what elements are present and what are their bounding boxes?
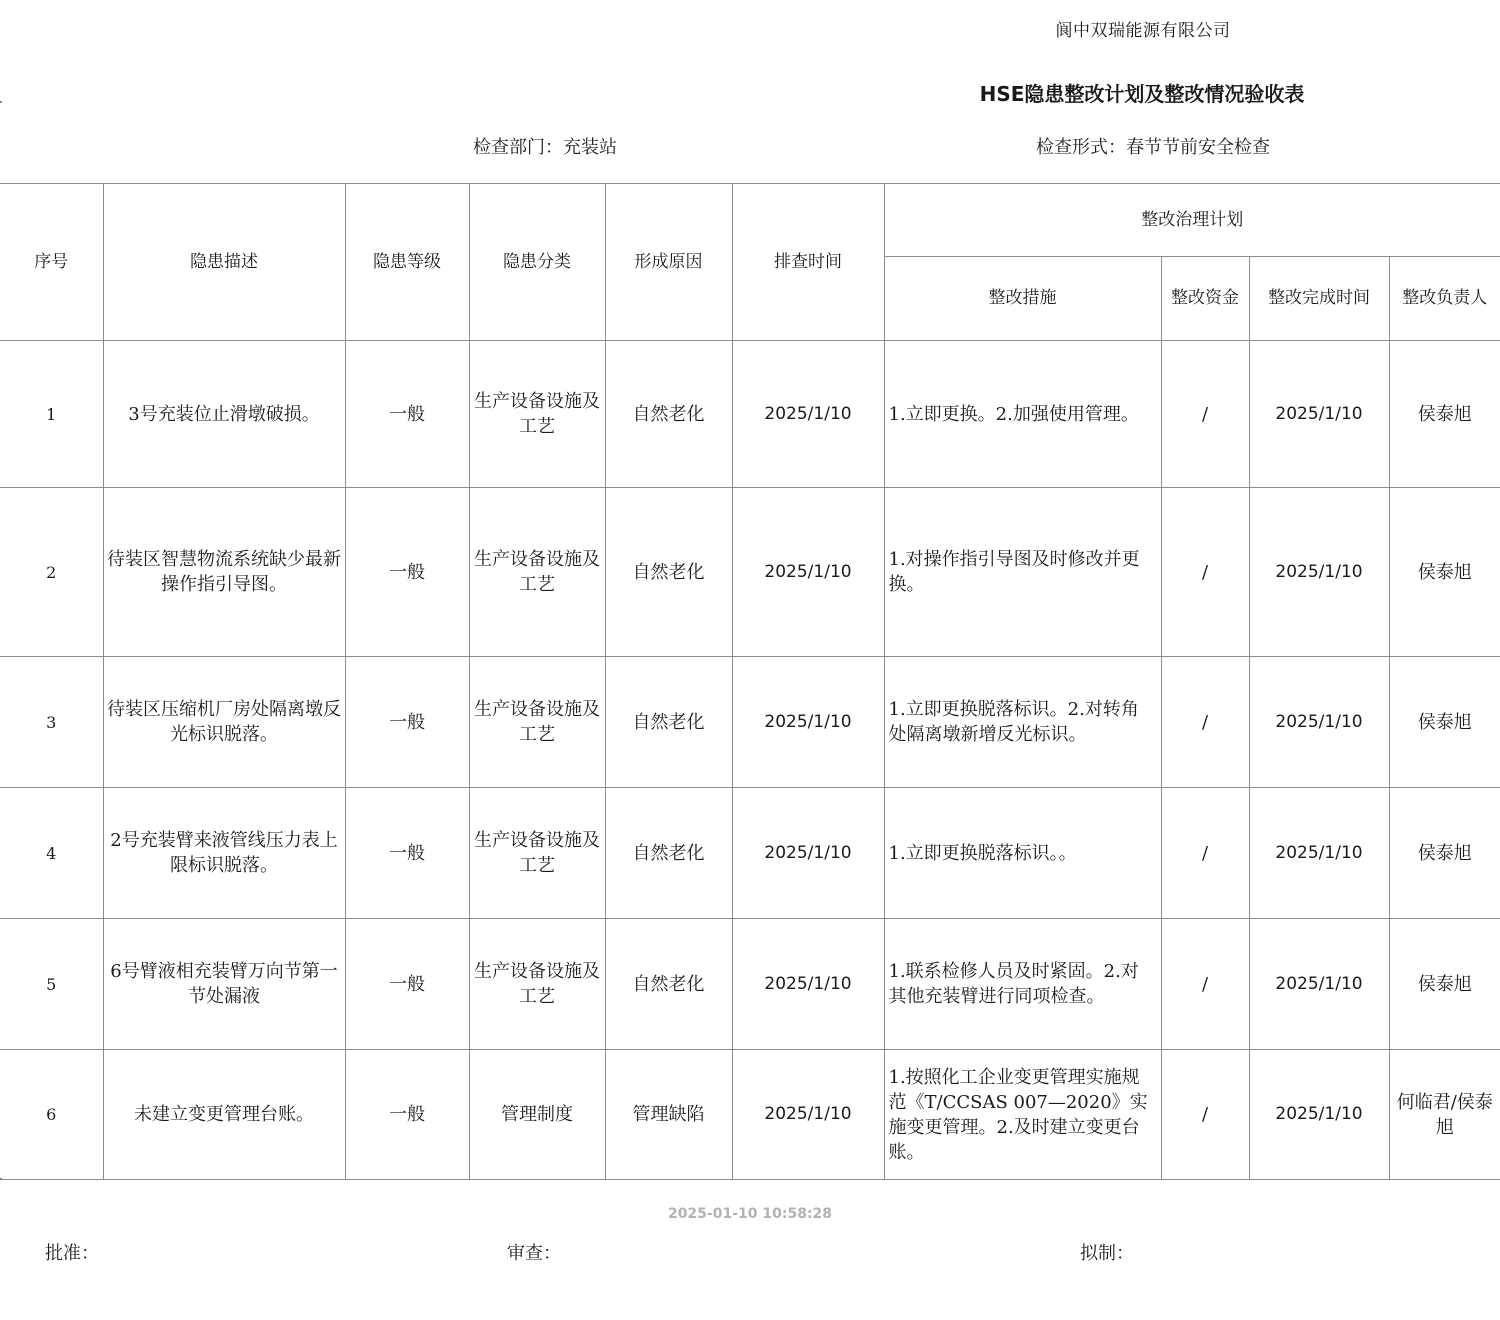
cell-completion-time: 2025/1/10 xyxy=(1249,488,1389,657)
inspection-form: 检查形式：春节节前安全检查 xyxy=(1036,137,1270,158)
cell-description: 待装区智慧物流系统缺少最新操作指引导图。 xyxy=(103,488,345,657)
header-cause: 形成原因 xyxy=(605,184,732,341)
header-inspection-time: 排查时间 xyxy=(732,184,884,341)
cell-inspection-time: 2025/1/10 xyxy=(732,341,884,488)
approve-label: 批准： xyxy=(45,1243,99,1264)
cell-cause: 自然老化 xyxy=(605,788,732,919)
cell-completion-time: 2025/1/10 xyxy=(1249,657,1389,788)
header-funds: 整改资金 xyxy=(1161,257,1249,341)
table-row xyxy=(0,919,1500,1050)
cell-cause: 自然老化 xyxy=(605,657,732,788)
document-title: HSE隐患整改计划及整改情况验收表 xyxy=(979,82,1305,106)
cell-owner: 侯泰旭 xyxy=(1389,488,1500,657)
header-measures: 整改措施 xyxy=(884,257,1161,341)
inspection-department: 检查部门：充装站 xyxy=(473,137,617,158)
cell-cause: 自然老化 xyxy=(605,488,732,657)
company-name: 阆中双瑞能源有限公司 xyxy=(1055,21,1231,41)
cell-cause: 自然老化 xyxy=(605,919,732,1050)
cell-funds: / xyxy=(1161,488,1249,657)
table-row xyxy=(0,341,1500,488)
cell-level: 一般 xyxy=(345,657,469,788)
cell-measures: 1.立即更换脱落标识。。 xyxy=(884,788,1161,919)
cell-owner: 侯泰旭 xyxy=(1389,919,1500,1050)
timestamp-watermark: 2025-01-10 10:58:28 xyxy=(667,1206,833,1222)
cell-funds: / xyxy=(1161,341,1249,488)
cell-funds: / xyxy=(1161,657,1249,788)
cell-measures: 1.联系检修人员及时紧固。2.对其他充装臂进行同项检查。 xyxy=(884,919,1161,1050)
cell-inspection-time: 2025/1/10 xyxy=(732,1050,884,1180)
header-rectification-plan: 整改治理计划 xyxy=(884,184,1500,257)
cell-seq: 1 xyxy=(0,341,103,488)
cell-owner: 侯泰旭 xyxy=(1389,341,1500,488)
cell-cause: 管理缺陷 xyxy=(605,1050,732,1180)
cell-inspection-time: 2025/1/10 xyxy=(732,488,884,657)
header-level: 隐患等级 xyxy=(345,184,469,341)
table-row xyxy=(0,1050,1500,1180)
cell-owner: 侯泰旭 xyxy=(1389,788,1500,919)
cell-seq: 4 xyxy=(0,788,103,919)
cell-measures: 1.立即更换脱落标识。2.对转角处隔离墩新增反光标识。 xyxy=(884,657,1161,788)
cell-inspection-time: 2025/1/10 xyxy=(732,919,884,1050)
cell-cause: 自然老化 xyxy=(605,341,732,488)
cell-level: 一般 xyxy=(345,788,469,919)
cell-inspection-time: 2025/1/10 xyxy=(732,657,884,788)
cell-seq: 2 xyxy=(0,488,103,657)
table-row xyxy=(0,788,1500,919)
cell-category: 生产设备设施及工艺 xyxy=(469,919,605,1050)
cell-level: 一般 xyxy=(345,1050,469,1180)
cell-category: 管理制度 xyxy=(469,1050,605,1180)
header-category: 隐患分类 xyxy=(469,184,605,341)
cell-category: 生产设备设施及工艺 xyxy=(469,488,605,657)
table-row xyxy=(0,488,1500,657)
header-description: 隐患描述 xyxy=(103,184,345,341)
cell-completion-time: 2025/1/10 xyxy=(1249,341,1389,488)
cell-level: 一般 xyxy=(345,488,469,657)
cell-completion-time: 2025/1/10 xyxy=(1249,1050,1389,1180)
cell-measures: 1.对操作指引导图及时修改并更换。 xyxy=(884,488,1161,657)
cell-funds: / xyxy=(1161,1050,1249,1180)
cell-funds: / xyxy=(1161,919,1249,1050)
review-label: 审查： xyxy=(507,1243,561,1264)
cell-description: 3号充装位止滑墩破损。 xyxy=(103,341,345,488)
margin-mark xyxy=(0,101,2,103)
cell-inspection-time: 2025/1/10 xyxy=(732,788,884,919)
cell-completion-time: 2025/1/10 xyxy=(1249,919,1389,1050)
header-owner: 整改负责人 xyxy=(1389,257,1500,341)
cell-description: 待装区压缩机厂房处隔离墩反光标识脱落。 xyxy=(103,657,345,788)
cell-category: 生产设备设施及工艺 xyxy=(469,657,605,788)
cell-owner: 何临君/侯泰旭 xyxy=(1389,1050,1500,1180)
cell-measures: 1.按照化工企业变更管理实施规范《T/CCSAS 007—2020》实施变更管理。2.及时建立变更台账。 xyxy=(884,1050,1161,1180)
header-completion-time: 整改完成时间 xyxy=(1249,257,1389,341)
cell-level: 一般 xyxy=(345,919,469,1050)
cell-funds: / xyxy=(1161,788,1249,919)
cell-completion-time: 2025/1/10 xyxy=(1249,788,1389,919)
hazard-rectification-table xyxy=(0,183,1500,1180)
cell-level: 一般 xyxy=(345,341,469,488)
margin-mark xyxy=(0,1178,2,1180)
cell-description: 未建立变更管理台账。 xyxy=(103,1050,345,1180)
table-row xyxy=(0,657,1500,788)
cell-category: 生产设备设施及工艺 xyxy=(469,341,605,488)
cell-description: 2号充装臂来液管线压力表上限标识脱落。 xyxy=(103,788,345,919)
cell-owner: 侯泰旭 xyxy=(1389,657,1500,788)
cell-measures: 1.立即更换。2.加强使用管理。 xyxy=(884,341,1161,488)
cell-seq: 3 xyxy=(0,657,103,788)
cell-seq: 6 xyxy=(0,1050,103,1180)
draft-label: 拟制： xyxy=(1080,1243,1134,1264)
cell-category: 生产设备设施及工艺 xyxy=(469,788,605,919)
cell-description: 6号臂液相充装臂万向节第一节处漏液 xyxy=(103,919,345,1050)
cell-seq: 5 xyxy=(0,919,103,1050)
header-seq: 序号 xyxy=(0,184,103,341)
